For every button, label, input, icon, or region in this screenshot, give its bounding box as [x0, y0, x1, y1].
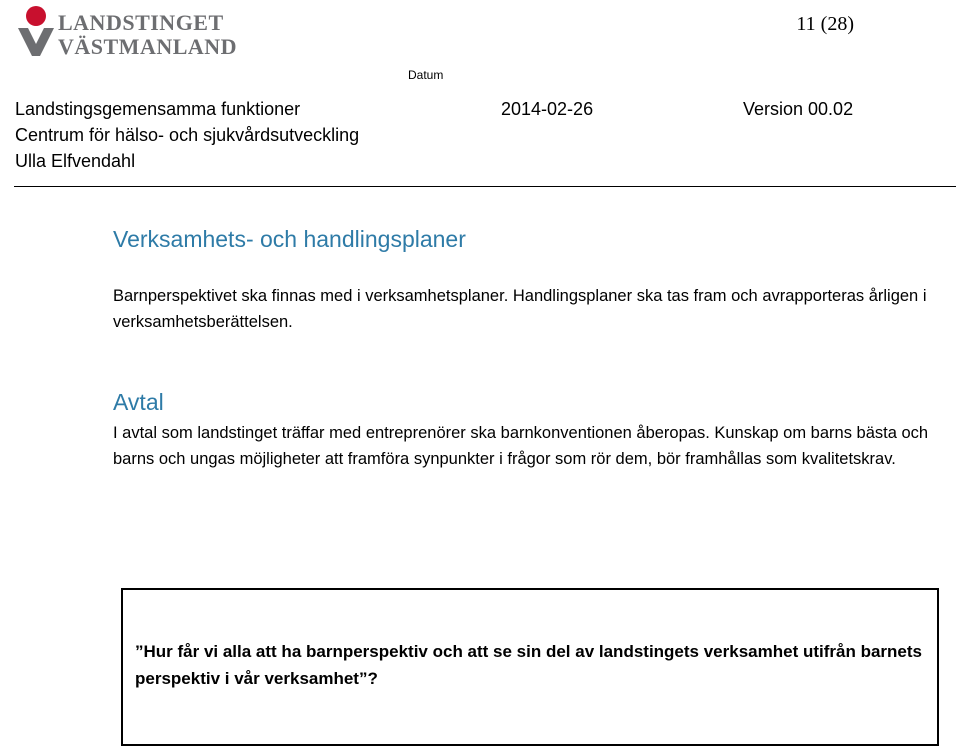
logo-line-1: LANDSTINGET [58, 10, 224, 35]
callout-question: ”Hur får vi alla att ha barnperspektiv och att se sin del av landstingets verksamhet utifrån barnets perspektiv i vår verksamhet”? [135, 642, 922, 688]
header-version: Version 00.02 [743, 99, 854, 119]
logo-figure-icon [14, 4, 58, 58]
callout-box [121, 588, 939, 746]
section-text-plans: Barnperspektivet ska finnas med i verksamhetsplaner. Handlingsplaner ska tas fram och avrapporteras årligen i verksamhetsberättelsen. [113, 287, 927, 331]
header-divider [14, 186, 956, 187]
header-organization: Landstingsgemensamma funktioner [15, 99, 301, 119]
header-date: 2014-02-26 [501, 99, 594, 119]
landstinget-logo [14, 4, 238, 60]
section-heading-plans: Verksamhets- och handlingsplaner [113, 226, 466, 252]
section-text-contracts: I avtal som landstinget träffar med entreprenörer ska barnkonventionen åberopas. Kunskap om barns bästa och barns och ungas möjligheter att framföra synpunkter i frågor som rör dem, bör framhållas som kvalitetskrav. [113, 424, 929, 468]
header-author: Ulla Elfvendahl [15, 151, 136, 171]
logo-line-2: VÄSTMANLAND [58, 34, 238, 59]
section-heading-contracts: Avtal [113, 389, 164, 415]
date-label: Datum [408, 68, 444, 82]
page-number: 11 (28) [796, 13, 854, 35]
header-department: Centrum för hälso- och sjukvårdsutveckling [15, 125, 360, 145]
